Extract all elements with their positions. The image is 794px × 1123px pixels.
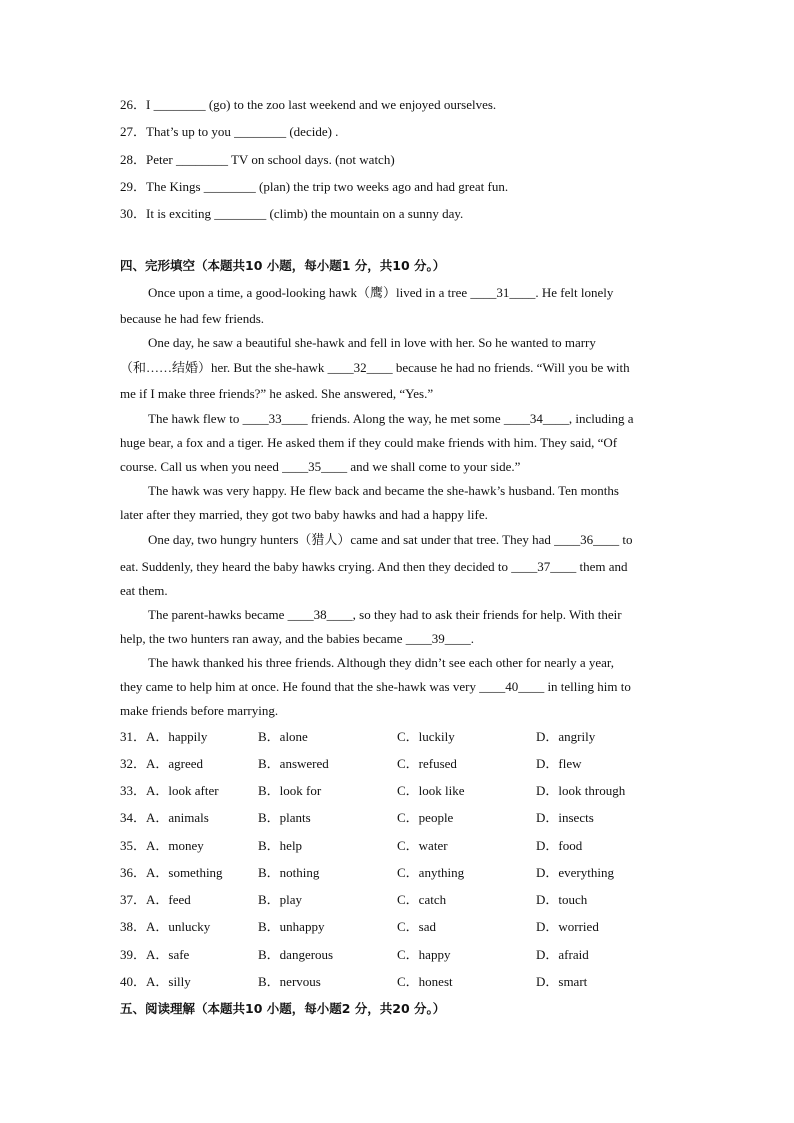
passage-line: The hawk was very happy. He flew back and became the she-hawk’s husband. Ten months <box>148 483 619 498</box>
option-b: B．dangerous <box>258 947 334 962</box>
passage-line: because he had few friends. <box>120 311 265 326</box>
option-row-35 <box>120 837 680 855</box>
option-a: 35．A．money <box>120 838 204 853</box>
option-b: B．nervous <box>258 974 321 989</box>
option-row-34 <box>120 809 680 827</box>
passage-line: The hawk flew to ____33____ friends. Along the way, he met some ____34____, including a <box>148 411 634 426</box>
option-c: C．sad <box>397 919 437 934</box>
option-a: 32．A．agreed <box>120 756 204 771</box>
option-d: D．insects <box>536 810 594 825</box>
option-b: B．play <box>258 892 303 907</box>
passage-line: eat. Suddenly, they heard the baby hawks crying. And then they decided to ____37____ them and <box>120 559 628 574</box>
question-26: 26．I ________ (go) to the zoo last weekend and we enjoyed ourselves. <box>120 97 497 112</box>
passage-line: （和……结婚）her. But the she-hawk ____32____ because he had no friends. “Will you be with <box>120 360 630 375</box>
option-row-40 <box>120 973 680 991</box>
passage-line: Once upon a time, a good-looking hawk（鹰）lived in a tree ____31____. He felt lonely <box>148 285 614 300</box>
option-b: B．unhappy <box>258 919 325 934</box>
question-28: 28．Peter ________ TV on school days. (not watch) <box>120 152 395 167</box>
passage-line: eat them. <box>120 583 168 598</box>
option-a: 39．A．safe <box>120 947 190 962</box>
passage-line: One day, he saw a beautiful she-hawk and fell in love with her. So he wanted to marry <box>148 335 596 350</box>
option-b: B．plants <box>258 810 311 825</box>
option-d: D．look through <box>536 783 626 798</box>
section-4-heading: 四、完形填空（本题共10 小题，每小题1 分，共10 分。） <box>120 258 446 273</box>
section-5-heading: 五、阅读理解（本题共10 小题，每小题2 分，共20 分。） <box>120 1001 446 1016</box>
option-row-39 <box>120 946 680 964</box>
passage-line: help, the two hunters ran away, and the babies became ____39____. <box>120 631 475 646</box>
option-c: C．refused <box>397 756 457 771</box>
option-d: D．food <box>536 838 583 853</box>
option-b: B．alone <box>258 729 308 744</box>
option-b: B．look for <box>258 783 322 798</box>
option-c: C．honest <box>397 974 453 989</box>
option-c: C．luckily <box>397 729 455 744</box>
option-b: B．nothing <box>258 865 320 880</box>
option-row-37 <box>120 891 680 909</box>
option-c: C．look like <box>397 783 465 798</box>
option-a: 40．A．silly <box>120 974 191 989</box>
option-b: B．help <box>258 838 303 853</box>
option-a: 31．A．happily <box>120 729 208 744</box>
option-a: 38．A．unlucky <box>120 919 211 934</box>
option-b: B．answered <box>258 756 329 771</box>
passage-line: One day, two hungry hunters（猎人）came and sat under that tree. They had ____36____ to <box>148 532 633 547</box>
option-row-38 <box>120 918 680 936</box>
option-a: 33．A．look after <box>120 783 219 798</box>
option-c: C．water <box>397 838 448 853</box>
option-d: D．smart <box>536 974 588 989</box>
option-d: D．everything <box>536 865 614 880</box>
passage-line: huge bear, a fox and a tiger. He asked them if they could make friends with him. They said, “Of <box>120 435 618 450</box>
option-row-36 <box>120 864 680 882</box>
question-27: 27．That’s up to you ________ (decide) . <box>120 124 339 139</box>
passage-line: The hawk thanked his three friends. Although they didn’t see each other for nearly a year, <box>148 655 614 670</box>
option-d: D．angrily <box>536 729 596 744</box>
question-29: 29．The Kings ________ (plan) the trip two weeks ago and had great fun. <box>120 179 509 194</box>
passage-line: make friends before marrying. <box>120 703 279 718</box>
option-row-33 <box>120 782 680 800</box>
passage-line: course. Call us when you need ____35____ and we shall come to your side.” <box>120 459 521 474</box>
passage-line: me if I make three friends?” he asked. She answered, “Yes.” <box>120 386 434 401</box>
option-d: D．afraid <box>536 947 589 962</box>
option-c: C．happy <box>397 947 451 962</box>
option-row-32 <box>120 755 680 773</box>
passage-line: they came to help him at once. He found that the she-hawk was very ____40____ in telling him to <box>120 679 631 694</box>
question-30: 30．It is exciting ________ (climb) the mountain on a sunny day. <box>120 206 464 221</box>
option-a: 36．A．something <box>120 865 223 880</box>
option-d: D．touch <box>536 892 588 907</box>
option-c: C．catch <box>397 892 447 907</box>
passage-line: later after they married, they got two baby hawks and had a happy life. <box>120 507 488 522</box>
option-d: D．worried <box>536 919 599 934</box>
option-a: 34．A．animals <box>120 810 209 825</box>
option-a: 37．A．feed <box>120 892 191 907</box>
option-row-31 <box>120 728 680 746</box>
option-c: C．anything <box>397 865 465 880</box>
passage-line: The parent-hawks became ____38____, so they had to ask their friends for help. With their <box>148 607 622 622</box>
option-d: D．flew <box>536 756 582 771</box>
option-c: C．people <box>397 810 454 825</box>
